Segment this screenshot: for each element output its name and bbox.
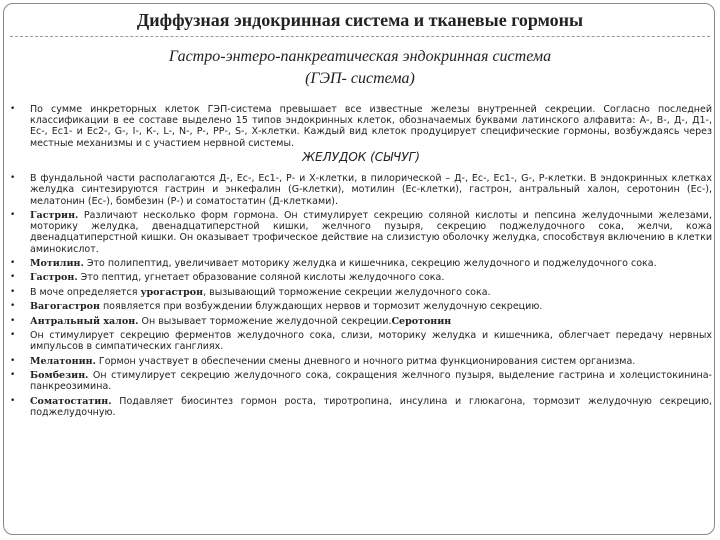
subtitle-line-1: Гастро-энтеро-панкреатическая эндокринная система — [168, 48, 552, 65]
fundal-text: В фундальной части располагаются Д-, Ес-, Ес1-, Р- и Х-клетки, в пилорической – Д-, Ес-, Ес1-, G-, Р-клетки. В эндокринных клетках желудка синтезируются гастрин и энкефалин (G-клетки), мотилин (Ес-клетки), гастрон, антральный халон, серотонин (Ес-), мелатонин (Ес-), бомбезин (Р-) и соматостатин (Д-клетками). — [30, 173, 712, 207]
urogastron-term: урогастрон — [140, 286, 204, 298]
list-item-vagogastron — [10, 301, 712, 312]
motilin-term: Мотилин. — [30, 258, 84, 269]
list-item-gastron — [10, 272, 712, 283]
bullet-dot: • — [10, 173, 16, 184]
gastrin-term: Гастрин. — [30, 210, 79, 221]
bullet-dot: • — [10, 301, 16, 312]
somatostatin-term: Соматостатин. — [30, 395, 112, 407]
melatonin-text: Гормон участвует в обеспечении смены дневного и ночного ритма функционирования систем организма. — [95, 355, 636, 367]
bullet-dot: • — [10, 329, 16, 340]
list-item-bombesin — [10, 370, 712, 392]
serotonin-text: Он стимулирует секрецию ферментов желудочного сока, слизи, моторику желудка и кишечника, облегчает передачу нервных импульсов в симпатических ганглиях. — [30, 329, 712, 353]
list-item-fundal — [10, 173, 712, 207]
vagogastron-text: появляется при возбуждении блуждающих нервов и тормозит желудочную секрецию. — [99, 301, 543, 313]
list-item-antral — [10, 316, 712, 327]
subtitle-line-2: (ГЭП- система) — [305, 70, 415, 87]
intro-text: По сумме инкреторных клеток ГЭП-система превышает все известные железы внутренней секреции. Согласно последней классификации в ее составе выделено 15 типов эндокринных клеток, обозначаемых буквами латинского алфавита: А-, В-, Д-, Д1-, Ес-, Ес1- и Ес2-, G-, I-, К-, L-, N-, Р-, РР-, S-, Х-клетки. Каждый вид клеток продуцирует специфические гормоны, возбуждаясь через местные механизмы и с участием нервной системы. — [30, 104, 712, 149]
gastron-term: Гастрон. — [30, 272, 78, 284]
gastron-text: Это пептид, угнетает образование соляной кислоты желудочного сока. — [77, 272, 445, 284]
list-item-urogastron — [10, 287, 712, 298]
bullet-dot: • — [10, 395, 16, 406]
bullet-dot: • — [10, 369, 16, 380]
bullet-dot: • — [10, 258, 16, 268]
urogastron-prefix: В моче определяется — [30, 286, 141, 298]
melatonin-term: Мелатонин. — [30, 355, 96, 367]
antral-text: Он вызывает торможение желудочной секреции. — [138, 315, 392, 327]
list-item-serotonin — [10, 330, 712, 352]
urogastron-text: , вызывающий торможение секреции желудочного сока. — [203, 286, 491, 298]
serotonin-term: Серотонин — [391, 315, 452, 327]
list-item-somatostatin — [10, 396, 712, 418]
somatostatin-text: Подавляет биосинтез гормон роста, тиротропина, инсулина и глюкагона, тормозит желудочную секрецию, поджелудочную. — [30, 395, 712, 418]
content-body — [10, 104, 712, 421]
bullet-dot: • — [10, 272, 16, 283]
page-title: Диффузная эндокринная система и тканевые гормоны — [136, 10, 584, 30]
bombesin-text: Он стимулирует секрецию желудочного сока, сокращения желчного пузыря, выделение гастрина и холецистокинина-панкреозимина. — [30, 369, 712, 393]
list-item-motilin — [10, 258, 712, 269]
list-item-melatonin — [10, 356, 712, 367]
title-divider — [10, 36, 710, 37]
vagogastron-term: Вагогастрон — [30, 301, 100, 313]
bombesin-term: Бомбезин. — [30, 369, 89, 381]
bullet-dot: • — [10, 104, 16, 114]
gastrin-text: Различают несколько форм гормона. Он стимулирует секрецию соляной кислоты и пепсина желудочными железами, моторику желудка, двенадцатиперстной кишки, желчного пузыря, секрецию поджелудочного сока, желчи, кожа двенадцатиперстной кишки. Он оказывает трофическое действие на слизистую оболочку желудка, способствуя включению в клетки аминокислот. — [30, 210, 712, 255]
list-item-gastrin — [10, 210, 712, 255]
section-heading: ЖЕЛУДОК (СЫЧУГ) — [302, 150, 420, 164]
bullet-dot: • — [10, 286, 16, 297]
bullet-dot: • — [10, 315, 16, 326]
bullet-dot: • — [10, 210, 16, 220]
list-item-intro — [10, 104, 712, 149]
motilin-text: Это полипептид, увеличивает моторику желудка и кишечника, секрецию желудочного и поджелудочного сока. — [83, 258, 657, 269]
bullet-dot: • — [10, 355, 16, 366]
antral-term: Антральный халон. — [30, 315, 139, 327]
